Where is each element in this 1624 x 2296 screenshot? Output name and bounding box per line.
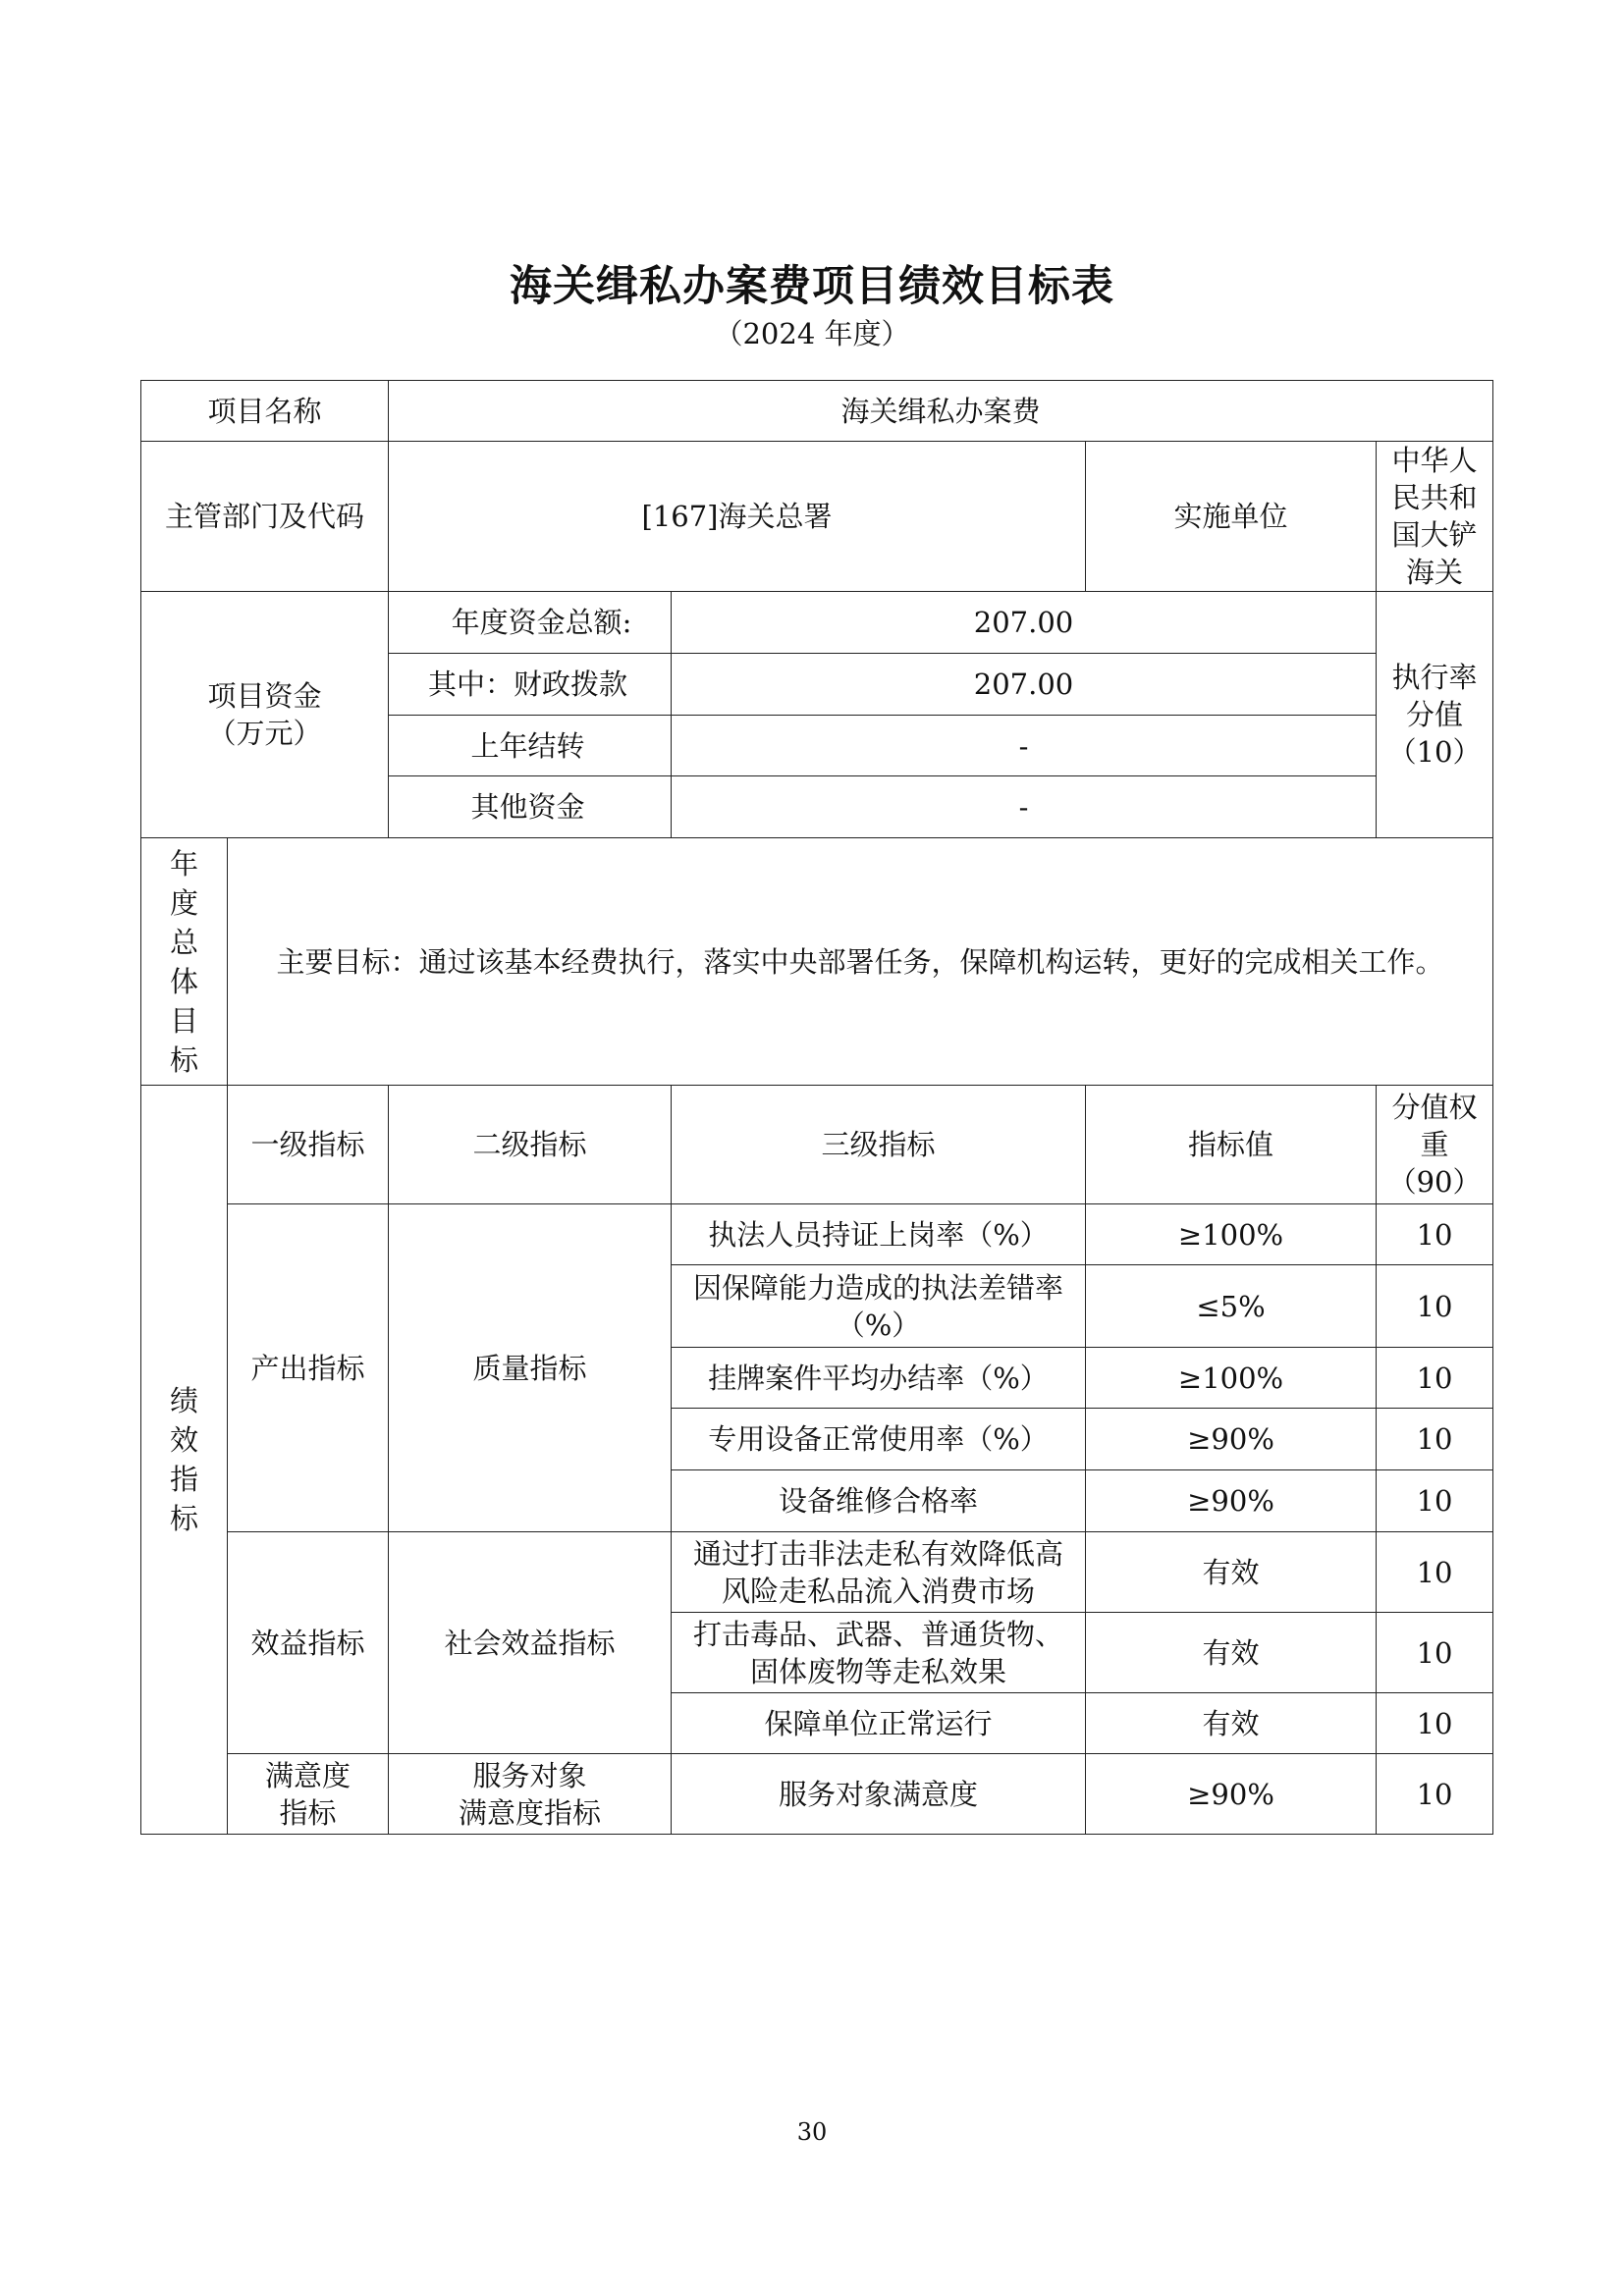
- funds-total-label: 年度资金总额:: [389, 592, 672, 654]
- indicator-score: 10: [1377, 1409, 1493, 1470]
- table-row: [141, 1532, 1493, 1613]
- indicator-value: ≤5%: [1086, 1265, 1377, 1348]
- page-subtitle: （2024 年度）: [714, 317, 910, 350]
- funds-other-value: -: [672, 776, 1377, 838]
- indicator-score: 10: [1377, 1348, 1493, 1409]
- funds-carry-value: -: [672, 716, 1377, 776]
- output-level2: 质量指标: [389, 1204, 672, 1532]
- page-number: 30: [796, 2118, 828, 2146]
- header-weight-line1: 分值权: [1391, 1091, 1478, 1124]
- satisfaction-level2-line2: 满意度指标: [459, 1795, 602, 1830]
- indicator-name: 专用设备正常使用率（%）: [672, 1409, 1086, 1470]
- indicator-value: 有效: [1086, 1693, 1377, 1754]
- table-row: [141, 1204, 1493, 1265]
- indicator-score: 10: [1377, 1532, 1493, 1613]
- indicator-value: ≥90%: [1086, 1470, 1377, 1532]
- satisfaction-level1-line1: 满意度: [265, 1758, 352, 1792]
- exec-rate-line2: 分值: [1406, 698, 1464, 731]
- indicator-value: ≥90%: [1086, 1754, 1377, 1835]
- row-indicator-headers: [141, 1086, 1493, 1204]
- indicator-value: ≥100%: [1086, 1348, 1377, 1409]
- exec-rate-score: [1377, 592, 1493, 838]
- dept-value: [167]海关总署: [389, 442, 1086, 592]
- header-level1: 一级指标: [228, 1086, 389, 1204]
- header-level3: 三级指标: [672, 1086, 1086, 1204]
- indicator-name: 打击毒品、武器、普通货物、固体废物等走私效果: [672, 1613, 1086, 1693]
- indicator-name: 设备维修合格率: [672, 1470, 1086, 1532]
- benefit-level2: 社会效益指标: [389, 1532, 672, 1754]
- output-level1: 产出指标: [228, 1204, 389, 1532]
- indicator-name: 保障单位正常运行: [672, 1693, 1086, 1754]
- indicator-score: 10: [1377, 1754, 1493, 1835]
- funds-label: [141, 592, 389, 838]
- performance-table: [140, 380, 1493, 1835]
- header-weight-line3: （90）: [1387, 1165, 1482, 1199]
- indicator-value: 有效: [1086, 1532, 1377, 1613]
- annual-goal-label: 年度总体目标: [141, 838, 228, 1086]
- indicator-name: 因保障能力造成的执法差错率（%）: [672, 1265, 1086, 1348]
- row-annual-goal: [141, 838, 1493, 1086]
- indicator-name: 挂牌案件平均办结率（%）: [672, 1348, 1086, 1409]
- indicators-section-label: 绩效指标: [141, 1086, 228, 1835]
- satisfaction-level1: [228, 1754, 389, 1835]
- table-row: [141, 1754, 1493, 1835]
- indicator-value: 有效: [1086, 1613, 1377, 1693]
- indicator-name: 执法人员持证上岗率（%）: [672, 1204, 1086, 1265]
- annual-goal-text: 主要目标：通过该基本经费执行，落实中央部署任务，保障机构运转，更好的完成相关工作。: [228, 838, 1493, 1086]
- row-funds-total: [141, 592, 1493, 654]
- dept-label: 主管部门及代码: [141, 442, 389, 592]
- header-value: 指标值: [1086, 1086, 1377, 1204]
- header-weight-line2: 重: [1420, 1128, 1449, 1161]
- exec-rate-line3: （10）: [1387, 735, 1482, 769]
- funds-other-label: 其他资金: [389, 776, 672, 838]
- funds-label-line2: （万元）: [207, 717, 322, 750]
- indicator-value: ≥90%: [1086, 1409, 1377, 1470]
- indicator-score: 10: [1377, 1693, 1493, 1754]
- satisfaction-level2-line1: 服务对象: [472, 1758, 587, 1792]
- indicator-score: 10: [1377, 1265, 1493, 1348]
- indicator-score: 10: [1377, 1204, 1493, 1265]
- indicator-score: 10: [1377, 1613, 1493, 1693]
- project-name-label: 项目名称: [141, 381, 389, 442]
- row-project-name: [141, 381, 1493, 442]
- indicator-value: ≥100%: [1086, 1204, 1377, 1265]
- funds-fiscal-value: 207.00: [672, 654, 1377, 716]
- funds-label-line1: 项目资金: [207, 679, 322, 713]
- page-title: 海关缉私办案费项目绩效目标表: [510, 262, 1114, 311]
- row-department: [141, 442, 1493, 592]
- header-level2: 二级指标: [389, 1086, 672, 1204]
- satisfaction-level1-line2: 指标: [279, 1795, 337, 1830]
- funds-total-value: 207.00: [672, 592, 1377, 654]
- funds-carry-label: 上年结转: [389, 716, 672, 776]
- project-name-value: 海关缉私办案费: [389, 381, 1493, 442]
- indicator-score: 10: [1377, 1470, 1493, 1532]
- indicator-name: 通过打击非法走私有效降低高风险走私品流入消费市场: [672, 1532, 1086, 1613]
- benefit-level1: 效益指标: [228, 1532, 389, 1754]
- funds-fiscal-label: 其中：财政拨款: [389, 654, 672, 716]
- impl-value: 中华人民共和国大铲海关: [1377, 442, 1493, 592]
- indicator-name: 服务对象满意度: [672, 1754, 1086, 1835]
- exec-rate-line1: 执行率: [1391, 661, 1478, 694]
- satisfaction-level2: [389, 1754, 672, 1835]
- impl-label: 实施单位: [1086, 442, 1377, 592]
- header-weight: [1377, 1086, 1493, 1204]
